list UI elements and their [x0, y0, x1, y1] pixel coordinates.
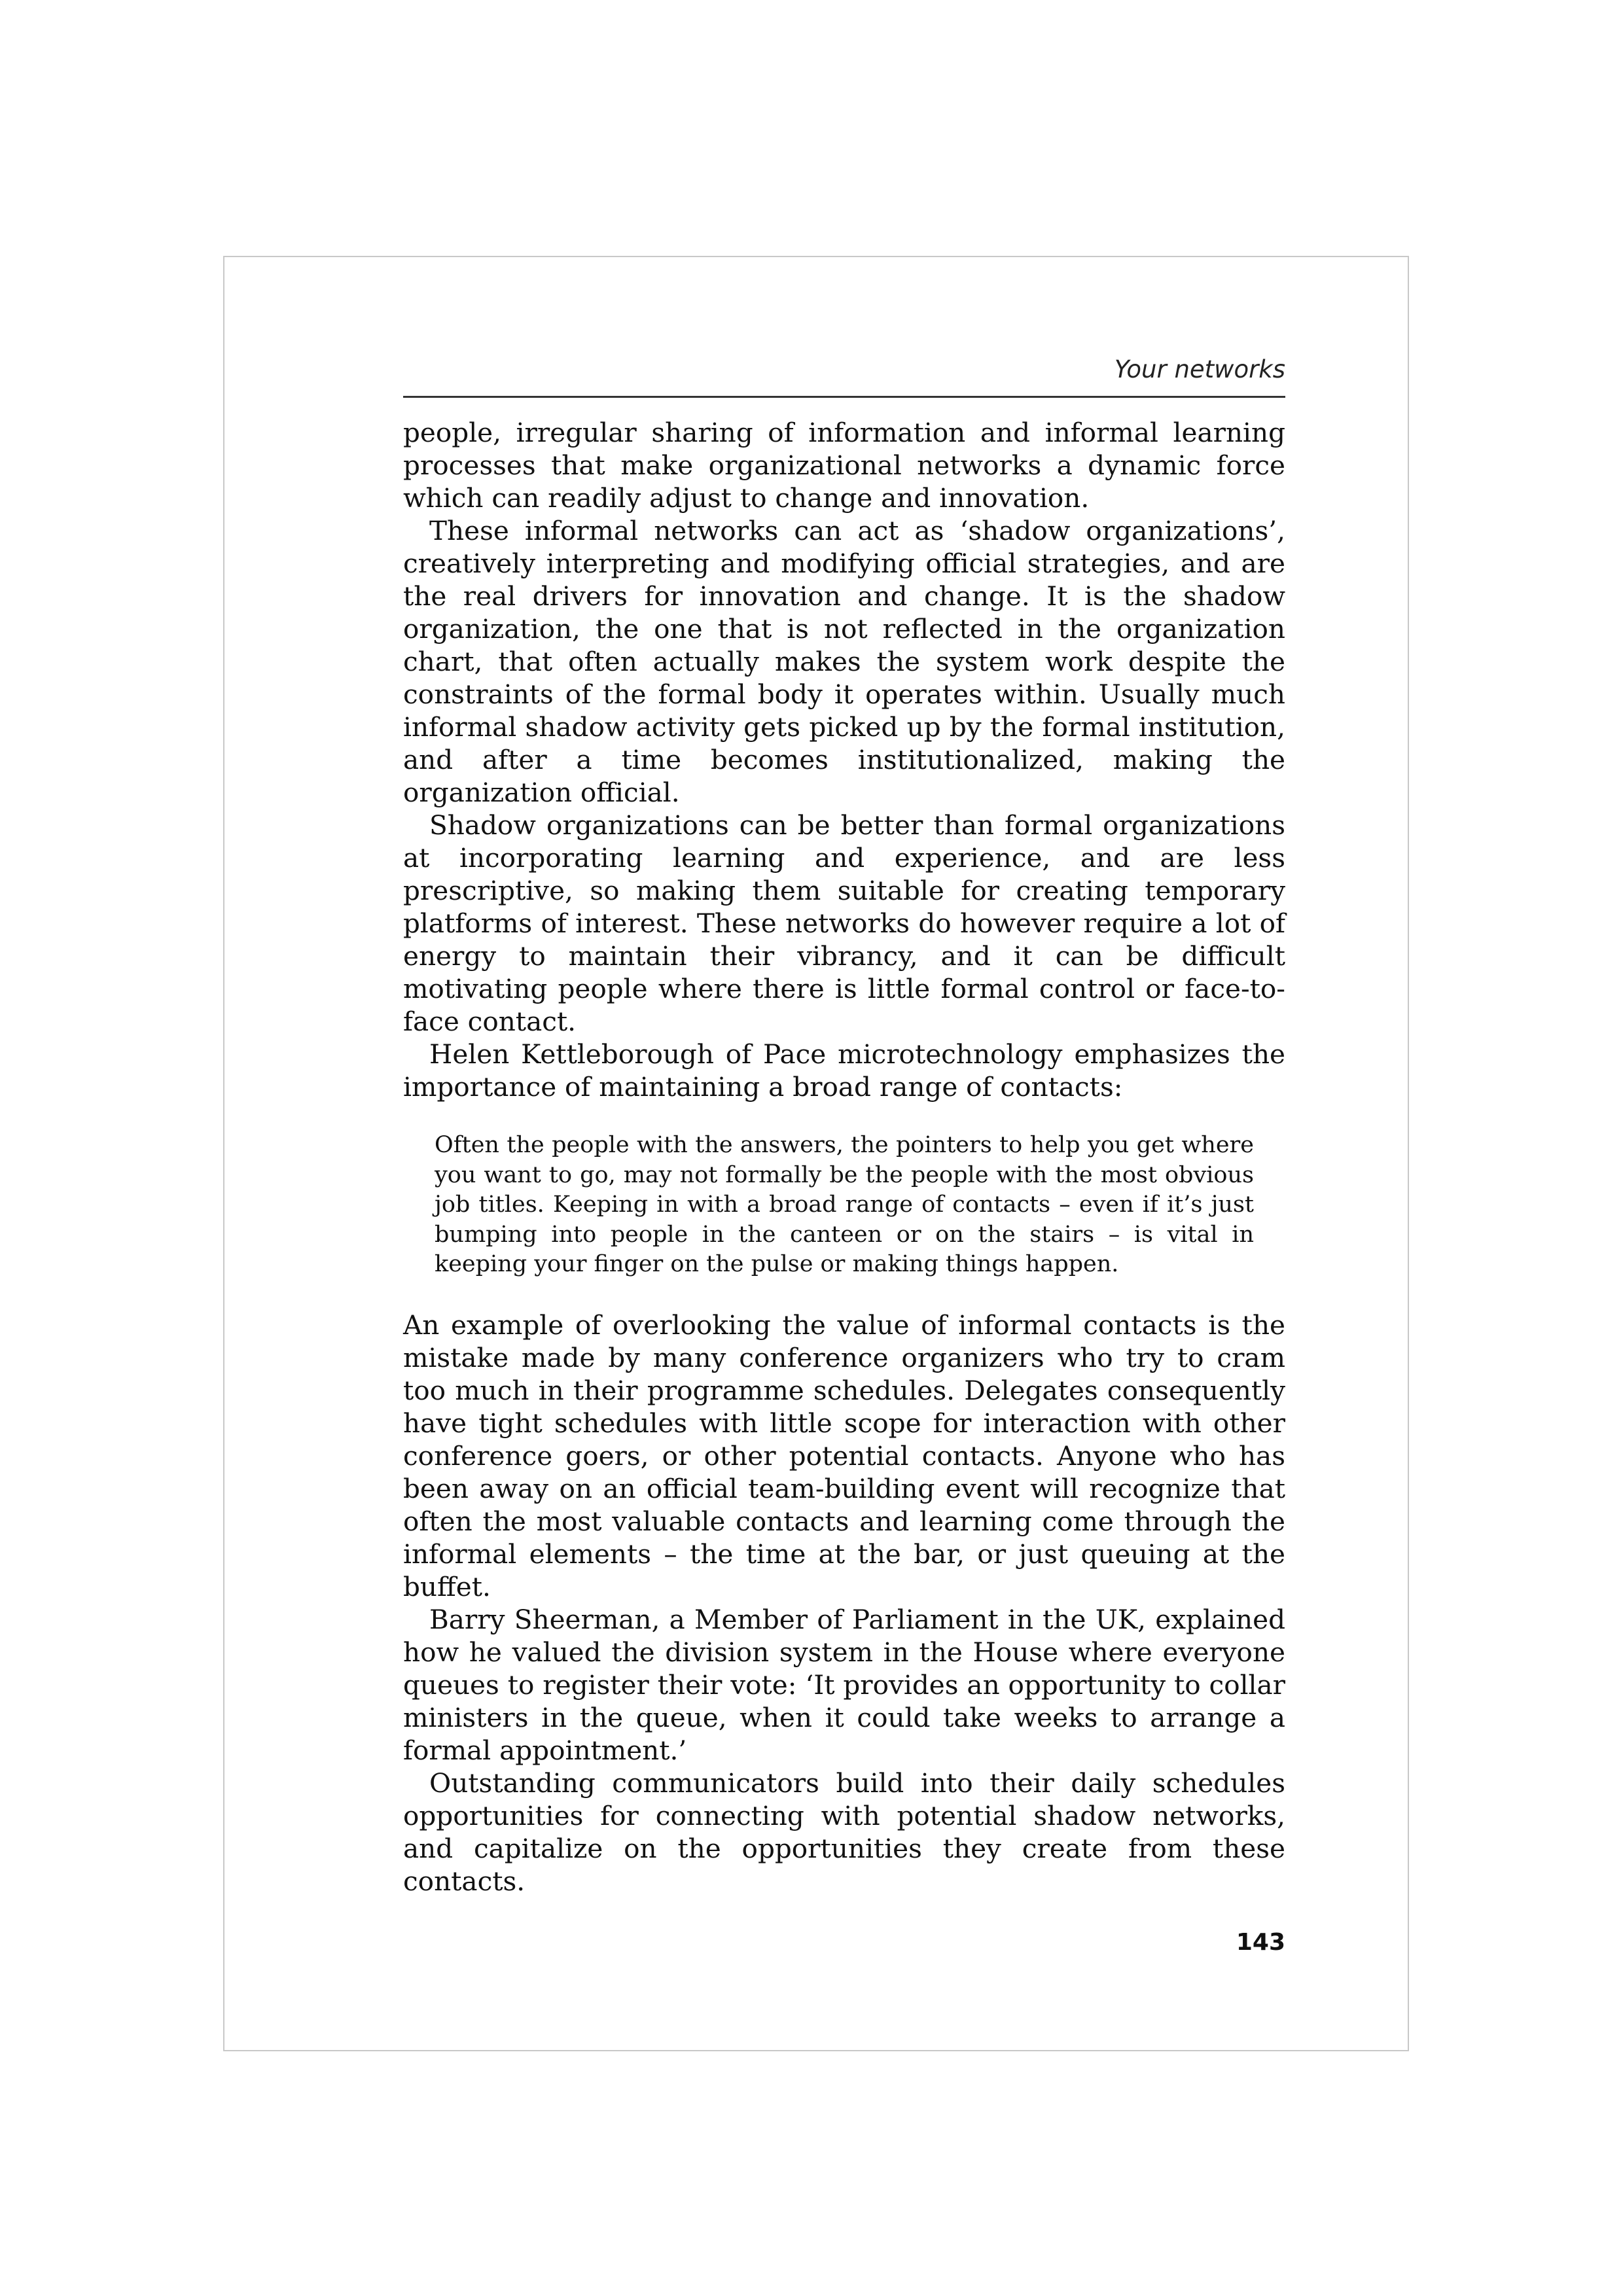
page-number: 143 [1236, 1929, 1285, 1956]
paragraph-7: Outstanding communicators build into their daily schedules opportunities for connecting with potential shadow networks, and capitalize on the opportunities they create from these contacts. [403, 1767, 1285, 1897]
running-header: Your networks [403, 357, 1285, 398]
paragraph-3: Shadow organizations can be better than formal organizations at incorporating learning and experience, and are less prescriptive, so making them suitable for creating temporary platforms of interest. These networks do however require a lot of energy to maintain their vibrancy, and it can be difficult motivating people where there is little formal control or face-to-face contact. [403, 809, 1285, 1037]
paragraph-6: Barry Sheerman, a Member of Parliament in the UK, explained how he valued the division system in the House where everyone queues to register their vote: ‘It provides an opportunity to collar ministers in the queue, when it could take weeks to arrange a formal appointment.’ [403, 1603, 1285, 1766]
page-content [403, 340, 1285, 1898]
paragraph-5: An example of overlooking the value of informal contacts is the mistake made by many conference organizers who try to cram too much in their programme schedules. Delegates consequently have tight schedules with little scope for interaction with other conference goers, or other potential contacts. Anyone who has been away on an official team-building event will recognize that often the most valuable contacts and learning come through the informal elements – the time at the bar, or just queuing at the buffet. [403, 1309, 1285, 1602]
paragraph-2: These informal networks can act as ‘shadow organizations’, creatively interpreting and modifying official strategies, and are the real drivers for innovation and change. It is the shadow organization, the one that is not reflected in the organization chart, that often actually makes the system work despite the constraints of the formal body it operates within. Usually much informal shadow activity gets picked up by the formal institution, and after a time becomes institutionalized, making the organization official. [403, 515, 1285, 808]
paragraph-4: Helen Kettleborough of Pace microtechnology emphasizes the importance of maintaining a broad range of contacts: [403, 1038, 1285, 1103]
body-text [403, 416, 1285, 1898]
paragraph-1: people, irregular sharing of information and informal learning processes that make organizational networks a dynamic force which can readily adjust to change and innovation. [403, 417, 1285, 514]
block-quote: Often the people with the answers, the pointers to help you get where you want to go, may not formally be the people with the most obvious job titles. Keeping in with a broad range of contacts – even if it’s just bumping into people in the canteen or on the stairs – is vital in keeping your finger on the pulse or making things happen. [435, 1132, 1254, 1277]
